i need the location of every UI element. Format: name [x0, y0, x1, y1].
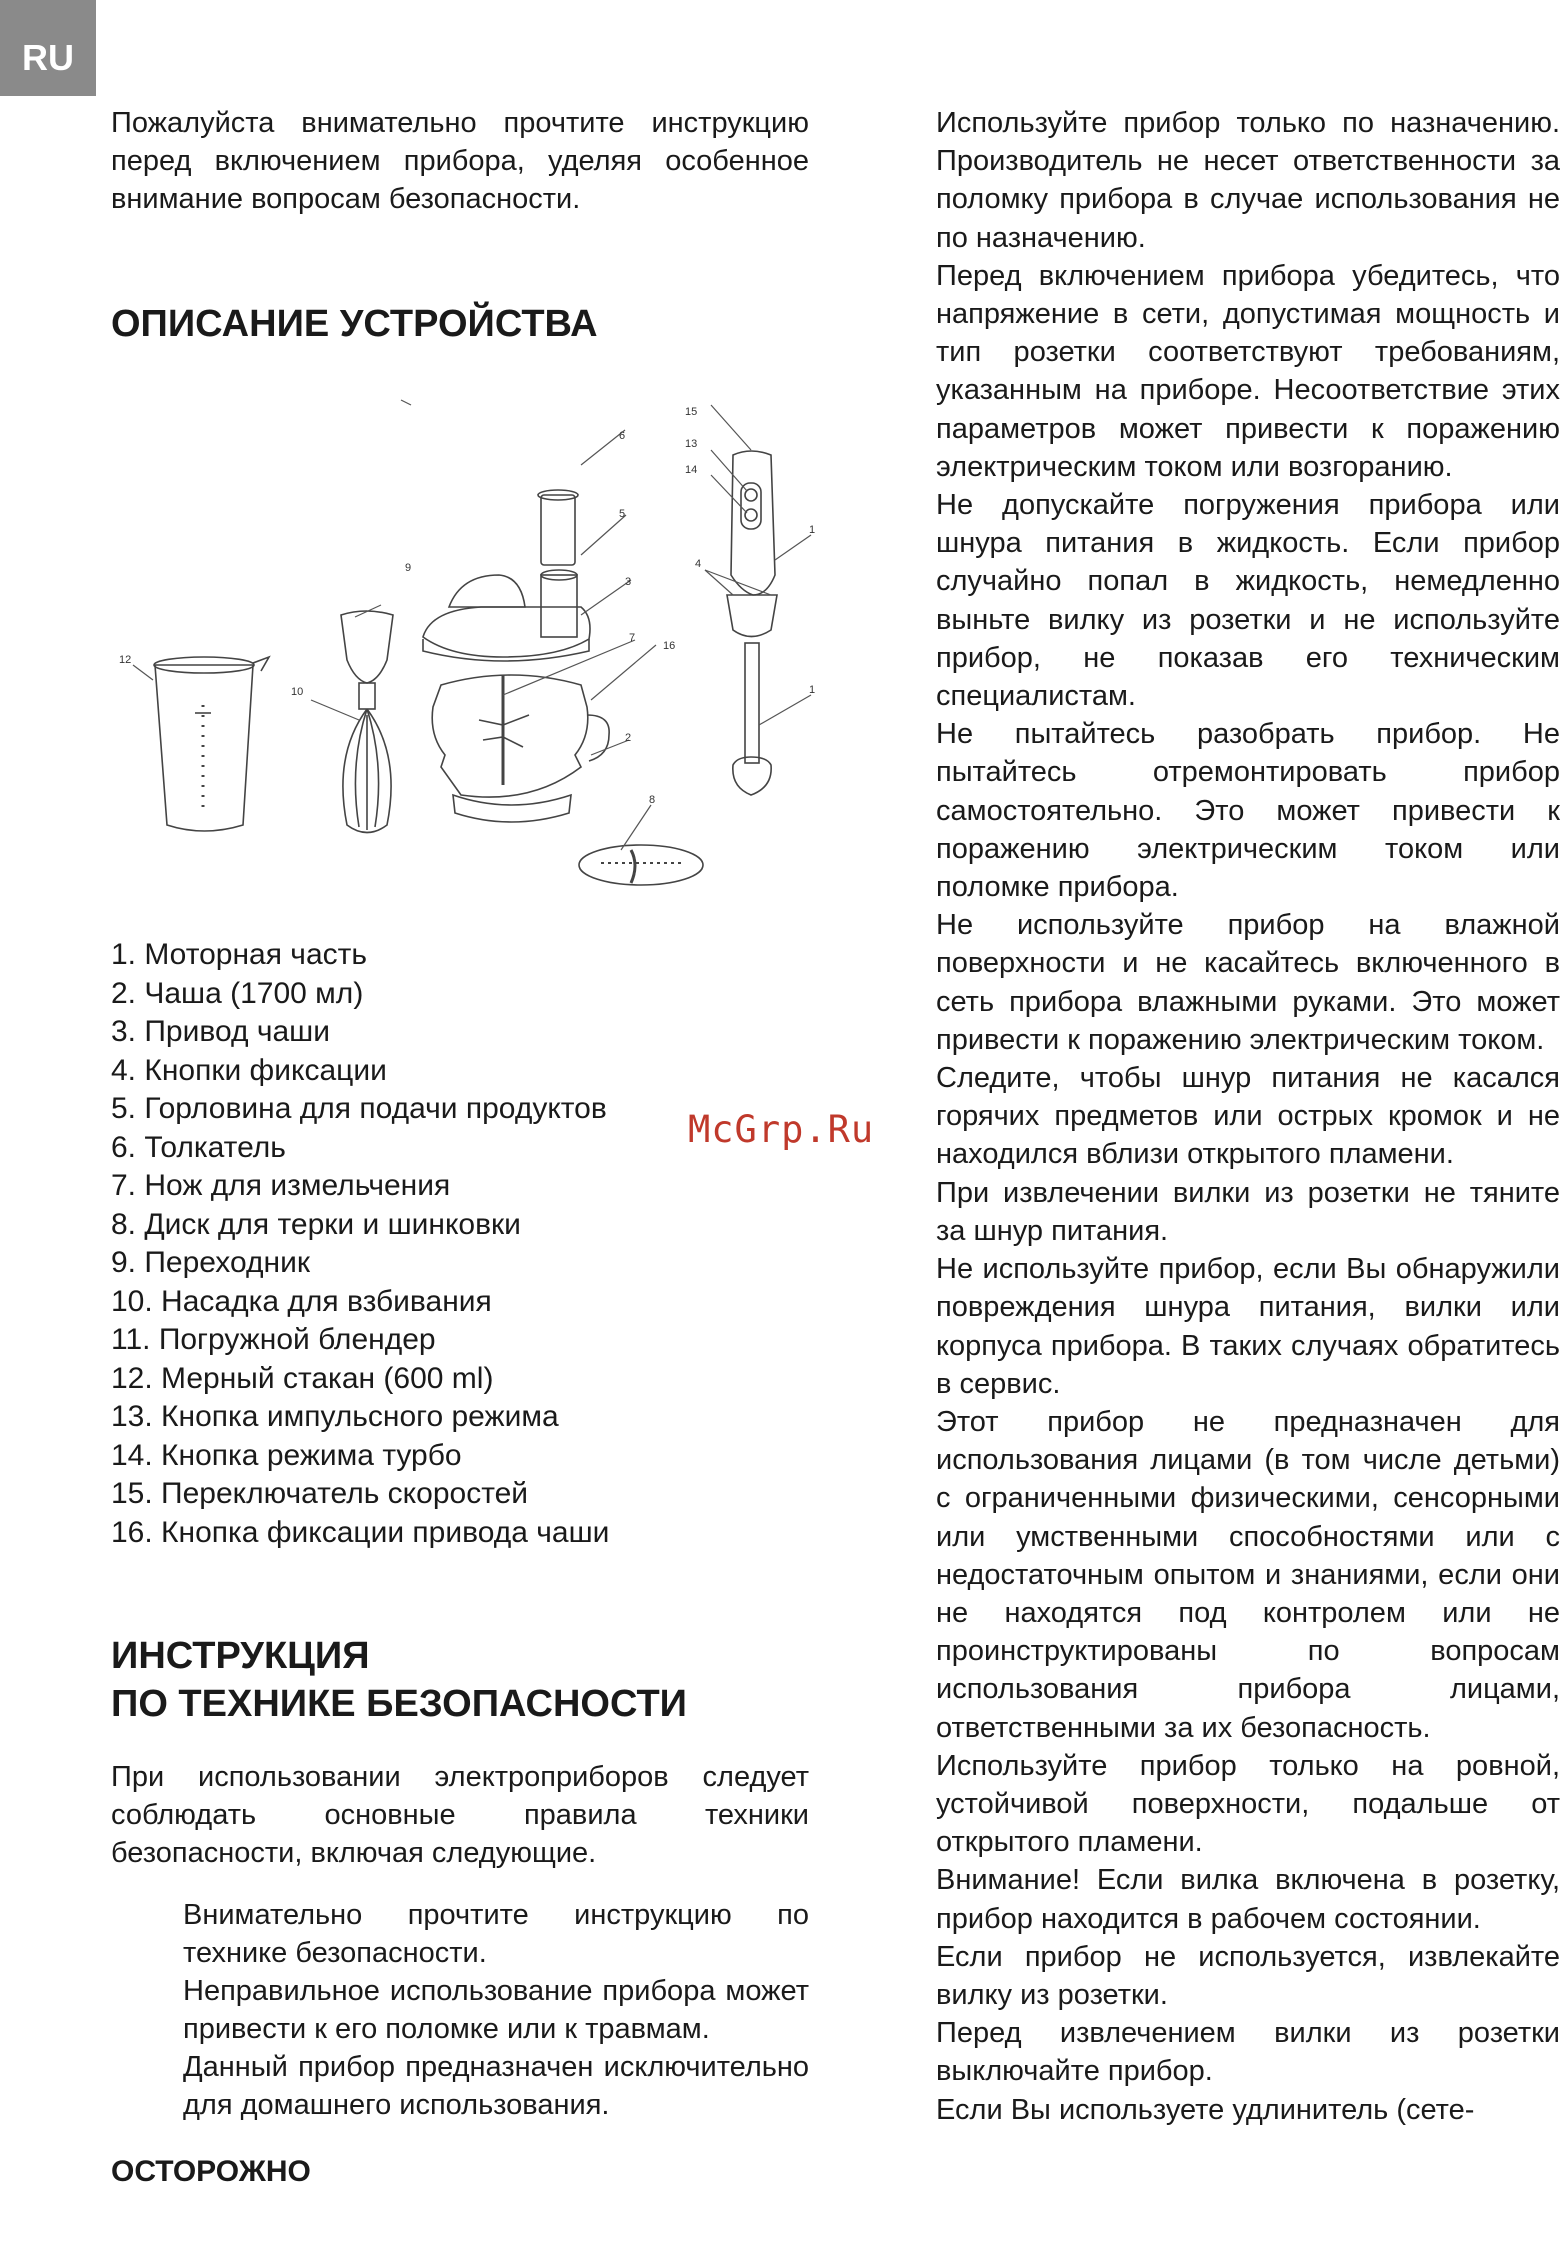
safety-paragraph: Перед включением прибора убедитесь, что напряжение в сети, допустимая мощность и тип розетки соответствуют требованиям, указанным на приборе. Несоответствие этих параметров может привести к поражению электрическим током или возгоранию.: [936, 259, 1560, 483]
safety-paragraph: Не используйте прибор, если Вы обнаружили повреждения шнура питания, вилки или корпуса прибора. В таких случаях обратитесь в сервис.: [936, 1253, 1560, 1400]
list-item: 15. Переключатель скоростей: [111, 1477, 529, 1510]
left-column: [111, 104, 809, 348]
intro-text: Пожалуйста внимательно прочтите инструкцию перед включением прибора, уделяя особенное внимание вопросам безопасности.: [111, 107, 809, 215]
safety-paragraph: Этот прибор не предназначен для использования лицами (в том числе детьми) с ограниченными физическими, сенсорными или умственными способностями или с недостаточным опытом и знаниями, если они не находятся под контролем или не проинструктированы по вопросам использования прибора лицами, ответственными за их безопасность.: [936, 1405, 1560, 1744]
figure-label-3: 3: [625, 576, 632, 588]
figure-label-15: 15: [685, 406, 698, 418]
language-tab: RU: [0, 0, 96, 96]
figure-label-16: 16: [663, 640, 676, 652]
list-item: 4. Кнопки фиксации: [111, 1053, 387, 1087]
figure-label-1: 1: [809, 524, 816, 536]
safety-paragraph: Внимание! Если вилка включена в розетку, прибор находится в рабочем состоянии.: [936, 1864, 1560, 1935]
figure-label-12: 12: [119, 654, 132, 666]
list-item: Данный прибор предназначен исключительно для домашнего использования.: [183, 2051, 809, 2121]
figure-label-11: 1: [809, 684, 816, 696]
list-item: 10. Насадка для взбивания: [111, 1284, 492, 1318]
safety-paragraph: При извлечении вилки из розетки не тяните за шнур питания.: [936, 1176, 1560, 1247]
list-item: 16. Кнопка фиксации привода чаши: [111, 1515, 610, 1549]
safety-paragraph: Не используйте прибор на влажной поверхности и не касайтесь включенного в сеть прибора влажными руками. Это может привести к поражению электрическим током.: [936, 909, 1560, 1056]
watermark: McGrp.Ru: [688, 1108, 875, 1151]
list-item: 5. Горловина для подачи продуктов: [111, 1092, 607, 1125]
list-item: 3. Привод чаши: [111, 1015, 330, 1048]
parts-list: [111, 936, 711, 1552]
safety-section: [111, 1632, 809, 2192]
figure-label-4: 4: [695, 558, 702, 570]
device-diagram: [111, 395, 816, 905]
safety-paragraph: Если Вы используете удлинитель (сете-: [936, 2093, 1475, 2126]
figure-label-7: 7: [629, 632, 636, 644]
safety-paragraph: Если прибор не используется, извлекайте вилку из розетки.: [936, 1940, 1560, 2011]
caution-heading: ОСТОРОЖНО: [111, 2155, 311, 2188]
safety-paragraph: Следите, чтобы шнур питания не касался горячих предметов или острых кромок и не находился вблизи открытого пламени.: [936, 1062, 1560, 1171]
whisk-illustration: [341, 611, 393, 833]
figure-label-6: 6: [619, 430, 626, 442]
list-item: 2. Чаша (1700 мл): [111, 976, 364, 1010]
right-column: [936, 104, 1560, 2129]
food-processor-illustration: [423, 490, 703, 885]
figure-label-8: 8: [649, 794, 656, 806]
safety-heading-line2: ПО ТЕХНИКЕ БЕЗОПАСНОСТИ: [111, 1683, 687, 1725]
list-item: Внимательно прочтите инструкцию по технике безопасности.: [183, 1899, 809, 1969]
figure-label-10: 10: [291, 686, 304, 698]
safety-intro: При использовании электроприборов следует соблюдать основные правила техники безопасности, включая следующие.: [111, 1761, 809, 1869]
list-item: 13. Кнопка импульсного режима: [111, 1400, 559, 1433]
figure-label-9: 9: [405, 562, 412, 574]
safety-paragraph: Не допускайте погружения прибора или шнура питания в жидкость. Если прибор случайно попал в жидкость, немедленно выньте вилку из розетки и не используйте прибор, не показав его техническим специалистам.: [936, 489, 1560, 713]
list-item: 14. Кнопка режима турбо: [111, 1438, 462, 1472]
figure-label-14: 14: [685, 464, 698, 476]
safety-paragraph: Используйте прибор только на ровной, устойчивой поверхности, подальше от открытого пламени.: [936, 1749, 1560, 1859]
safety-paragraph: Перед извлечением вилки из розетки выключайте прибор.: [936, 2017, 1560, 2088]
figure-label-5: 5: [619, 508, 626, 520]
measuring-cup-illustration: [154, 657, 269, 831]
device-description-heading: ОПИСАНИЕ УСТРОЙСТВА: [111, 303, 598, 345]
figure-label-2: 2: [625, 732, 632, 744]
list-item: Неправильное использование прибора может привести к его поломке или к травмам.: [183, 1975, 809, 2045]
safety-paragraph: Используйте прибор только по назначению. Производитель не несет ответственности за поломку прибора в случае использования не по назначению.: [936, 107, 1560, 254]
figure-label-13: 13: [685, 438, 698, 450]
list-item: 11. Погружной блендер: [111, 1323, 436, 1356]
safety-items: [183, 1896, 809, 2124]
list-item: 8. Диск для терки и шинковки: [111, 1207, 521, 1241]
safety-heading-line1: ИНСТРУКЦИЯ: [111, 1635, 370, 1677]
immersion-blender-illustration: [727, 451, 777, 795]
safety-paragraph: Не пытайтесь разобрать прибор. Не пытайтесь отремонтировать прибор самостоятельно. Это может привести к поражению электрическим током или поломке прибора.: [936, 718, 1560, 904]
list-item: 7. Нож для измельчения: [111, 1169, 451, 1202]
list-item: 6. Толкатель: [111, 1130, 286, 1164]
list-item: 1. Моторная часть: [111, 938, 367, 971]
list-item: 12. Мерный стакан (600 ml): [111, 1361, 494, 1395]
list-item: 9. Переходник: [111, 1246, 310, 1279]
